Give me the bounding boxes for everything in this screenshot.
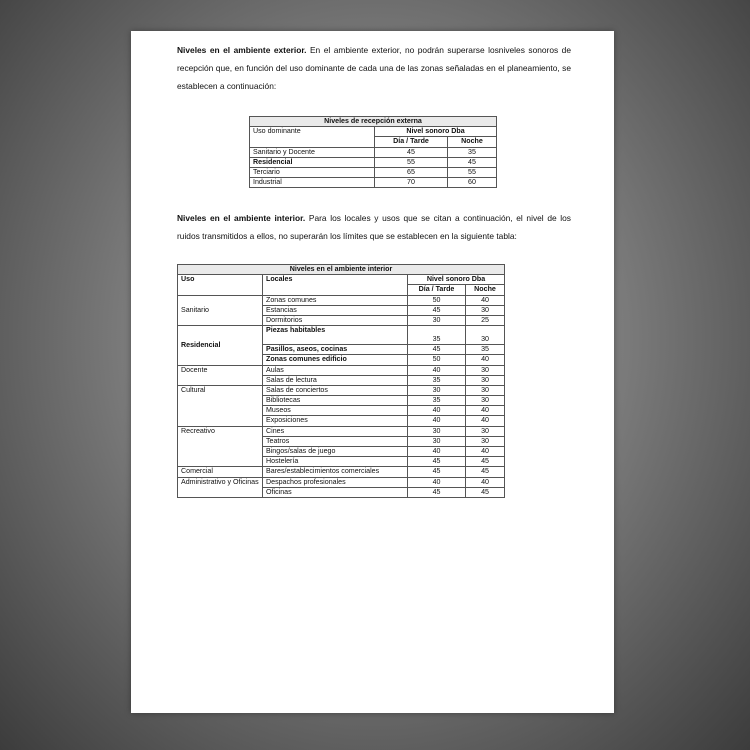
local-dia: 30 — [408, 385, 466, 395]
table1-col-uso: Uso dominante — [250, 127, 375, 147]
table1-row-noche: 55 — [448, 167, 497, 177]
table1-col-noche: Noche — [448, 137, 497, 147]
local-dia: 45 — [408, 345, 466, 355]
local-name: Hostelería — [263, 457, 408, 467]
local-noche: 30 — [466, 365, 505, 375]
local-name: Pasillos, aseos, cocinas — [263, 345, 408, 355]
local-name: Dormitorios — [263, 315, 408, 325]
local-name: Zonas comunes — [263, 295, 408, 305]
local-noche: 30 — [466, 436, 505, 446]
local-dia: 35 — [408, 396, 466, 406]
local-noche: 40 — [466, 406, 505, 416]
local-dia: 45 — [408, 305, 466, 315]
local-dia: 30 — [408, 315, 466, 325]
local-noche: 40 — [466, 447, 505, 457]
local-name: Zonas comunes edificio — [263, 355, 408, 365]
local-dia: 35 — [408, 326, 466, 345]
table2-col-locales: Locales — [263, 275, 408, 295]
local-name: Oficinas — [263, 487, 408, 497]
local-noche: 25 — [466, 315, 505, 325]
table1-title: Niveles de recepción externa — [250, 117, 497, 127]
table1-row-noche: 60 — [448, 178, 497, 188]
local-noche: 30 — [466, 305, 505, 315]
table1-row-uso: Industrial — [250, 178, 375, 188]
local-name: Museos — [263, 406, 408, 416]
local-dia: 45 — [408, 457, 466, 467]
exterior-levels-table — [249, 116, 497, 188]
table1-row-dia: 45 — [375, 147, 448, 157]
local-noche: 30 — [466, 396, 505, 406]
local-dia: 40 — [408, 447, 466, 457]
local-dia: 45 — [408, 487, 466, 497]
local-dia: 35 — [408, 375, 466, 385]
local-name: Bingos/salas de juego — [263, 447, 408, 457]
local-name: Despachos profesionales — [263, 477, 408, 487]
interior-text: Para los locales y usos que se citan a continuación, el nivel de los ruidos transmitidos a ellos, no superarán los límites que se establecen en la siguiente tabla: — [177, 213, 571, 241]
group-docente: Docente — [178, 365, 263, 385]
table1-row-dia: 70 — [375, 178, 448, 188]
local-dia: 40 — [408, 416, 466, 426]
group-cultural: Cultural — [178, 385, 263, 426]
table2-col-dia: Día / Tarde — [408, 285, 466, 295]
local-noche: 40 — [466, 477, 505, 487]
local-noche: 30 — [466, 375, 505, 385]
local-name: Teatros — [263, 436, 408, 446]
local-dia: 50 — [408, 295, 466, 305]
table1-row-uso: Residencial — [250, 157, 375, 167]
local-dia: 40 — [408, 365, 466, 375]
table2-col-uso: Uso — [178, 275, 263, 295]
document-page — [131, 31, 614, 713]
local-noche: 40 — [466, 355, 505, 365]
local-noche: 45 — [466, 467, 505, 477]
local-noche: 30 — [466, 385, 505, 395]
local-name: Estancias — [263, 305, 408, 315]
local-name: Salas de lectura — [263, 375, 408, 385]
local-name: Exposiciones — [263, 416, 408, 426]
local-noche: 35 — [466, 345, 505, 355]
group-sanitario: Sanitario — [178, 295, 263, 326]
local-dia: 50 — [408, 355, 466, 365]
local-name: Bares/establecimientos comerciales — [263, 467, 408, 477]
local-noche: 30 — [466, 326, 505, 345]
local-noche: 45 — [466, 487, 505, 497]
local-name: Piezas habitables — [263, 326, 408, 345]
exterior-text: En el ambiente exterior, no podrán superarse losniveles sonoros de recepción que, en función del uso dominante de cada una de las zonas señaladas en el planeamiento, se establecen a continuación: — [177, 45, 571, 91]
table1-row-noche: 35 — [448, 147, 497, 157]
local-name: Cines — [263, 426, 408, 436]
local-noche: 45 — [466, 457, 505, 467]
table1-row-uso: Terciario — [250, 167, 375, 177]
table1-col-nivel: Nivel sonoro Dba — [375, 127, 497, 137]
local-dia: 45 — [408, 467, 466, 477]
local-noche: 40 — [466, 295, 505, 305]
local-dia: 30 — [408, 426, 466, 436]
local-name: Aulas — [263, 365, 408, 375]
interior-heading: Niveles en el ambiente interior. — [177, 213, 306, 223]
group-administrativo: Administrativo y Oficinas — [178, 477, 263, 497]
table1-row-uso: Sanitario y Docente — [250, 147, 375, 157]
local-noche: 40 — [466, 416, 505, 426]
interior-levels-table — [177, 264, 505, 498]
local-dia: 40 — [408, 406, 466, 416]
table2-title: Niveles en el ambiente interior — [178, 265, 505, 275]
table1-row-noche: 45 — [448, 157, 497, 167]
table1-col-dia: Día / Tarde — [375, 137, 448, 147]
local-name: Salas de conciertos — [263, 385, 408, 395]
exterior-paragraph — [177, 41, 571, 95]
exterior-heading: Niveles en el ambiente exterior. — [177, 45, 307, 55]
local-dia: 40 — [408, 477, 466, 487]
local-noche: 30 — [466, 426, 505, 436]
group-comercial: Comercial — [178, 467, 263, 477]
table2-col-noche: Noche — [466, 285, 505, 295]
local-dia: 30 — [408, 436, 466, 446]
table2-col-nivel: Nivel sonoro Dba — [408, 275, 505, 285]
interior-paragraph — [177, 209, 571, 245]
local-name: Bibliotecas — [263, 396, 408, 406]
group-residencial: Residencial — [178, 326, 263, 365]
table1-row-dia: 55 — [375, 157, 448, 167]
group-recreativo: Recreativo — [178, 426, 263, 467]
table1-row-dia: 65 — [375, 167, 448, 177]
